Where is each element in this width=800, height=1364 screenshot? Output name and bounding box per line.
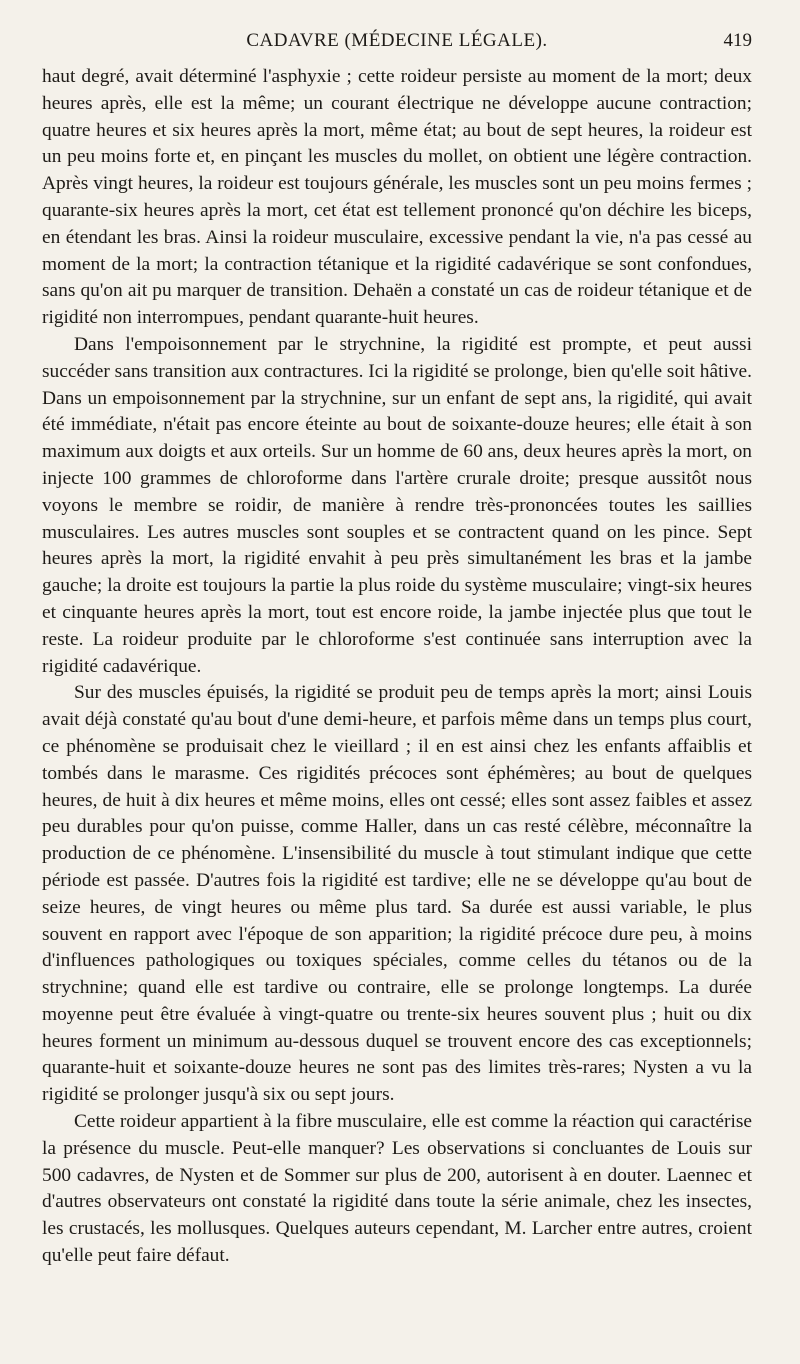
running-title: CADAVRE (MÉDECINE LÉGALE). bbox=[246, 30, 548, 51]
body-text bbox=[42, 64, 752, 1270]
running-head bbox=[42, 30, 752, 60]
paragraph-2: Dans l'empoisonnement par le strychnine, la rigidité est prompte, et peut aussi succéder sans transition aux contractures. Ici la rigidité se prolonge, bien qu'elle soit hâtive. Dans un empoisonnement par la strychnine, sur un enfant de sept ans, la rigidité, qui avait été immédiate, n'était pas encore éteinte au bout de soixante-douze heures; elle était à son maximum aux doigts et aux orteils. Sur un homme de 60 ans, deux heures après la mort, on injecte 100 grammes de chloroforme dans l'artère crurale droite; presque aussitôt nous voyons le membre se roidir, de manière à rendre très-prononcées toutes les saillies musculaires. Les autres muscles sont souples et se contractent quand on les pince. Sept heures après la mort, la rigidité envahit à peu près simultanément les bras et la jambe gauche; la droite est toujours la partie la plus roide du système musculaire; vingt-six heures et cinquante heures après la mort, tout est encore roide, la jambe injectée plus que tout le reste. La roideur produite par le chloroforme s'est continuée sans interruption avec la rigidité cadavérique. bbox=[42, 333, 752, 677]
paragraph-3: Sur des muscles épuisés, la rigidité se produit peu de temps après la mort; ainsi Louis avait déjà constaté qu'au bout d'une demi-heure, et parfois même dans un temps plus court, ce phénomène se produisait chez le vieillard ; il en est ainsi chez les enfants affaiblis et tombés dans le marasme. Ces rigidités précoces sont éphémères; au bout de quelques heures, de huit à dix heures et même moins, elles ont cessé; elles sont assez faibles et assez peu durables pour qu'on puisse, comme Haller, dans un cas resté célèbre, méconnaître la production de ce phénomène. L'insensibilité du muscle à tout stimulant indique que cette période est passée. D'autres fois la rigidité est tardive; elle ne se développe qu'au bout de seize heures, de vingt heures ou même plus tard. Sa durée est aussi variable, le plus souvent en rapport avec l'époque de son apparition; la rigidité précoce dure peu, à moins d'influences pathologiques ou toxiques spéciales, comme celles du tétanos ou de la strychnine; quand elle est tardive ou contraire, elle se prolonge longtemps. La durée moyenne peut être évaluée à vingt-quatre ou trente-six heures souvent plus ; huit ou dix heures forment un minimum au-dessous duquel se trouvent encore des cas exceptionnels; quarante-huit et soixante-douze heures ne sont pas des limites très-rares; Nysten a vu la rigidité se prolonger jusqu'à six ou sept jours. bbox=[42, 682, 752, 1106]
paragraph-4: Cette roideur appartient à la fibre musculaire, elle est comme la réaction qui caractérise la présence du muscle. Peut-elle manquer? Les observations si concluantes de Louis sur 500 cadavres, de Nysten et de Sommer sur plus de 200, autorisent à en douter. Laennec et d'autres observateurs ont constaté la rigidité dans toute la série animale, chez les insectes, les crustacés, les mollusques. Quelques auteurs cependant, M. Larcher entre autres, croient qu'elle peut faire défaut. bbox=[42, 1111, 752, 1267]
paragraph-1: haut degré, avait déterminé l'asphyxie ; cette roideur persiste au moment de la mort; deux heures après, elle est la même; un courant électrique ne développe aucune contraction; quatre heures et six heures après la mort, même état; au bout de sept heures, la roideur est un peu moins forte et, en pinçant les muscles du mollet, on obtient une légère contraction. Après vingt heures, la roideur est toujours générale, les muscles sont un peu moins fermes ; quarante-six heures après la mort, cet état est tellement prononcé qu'on déchire les biceps, en étendant les bras. Ainsi la roideur musculaire, excessive pendant la vie, n'a pas cessé au moment de la mort; la contraction tétanique et la rigidité cadavérique se sont confondues, sans qu'on ait pu marquer de transition. Dehaën a constaté un cas de roideur tétanique et de rigidité non interrompues, pendant quarante-huit heures. bbox=[42, 66, 752, 329]
page-number: 419 bbox=[723, 30, 752, 51]
